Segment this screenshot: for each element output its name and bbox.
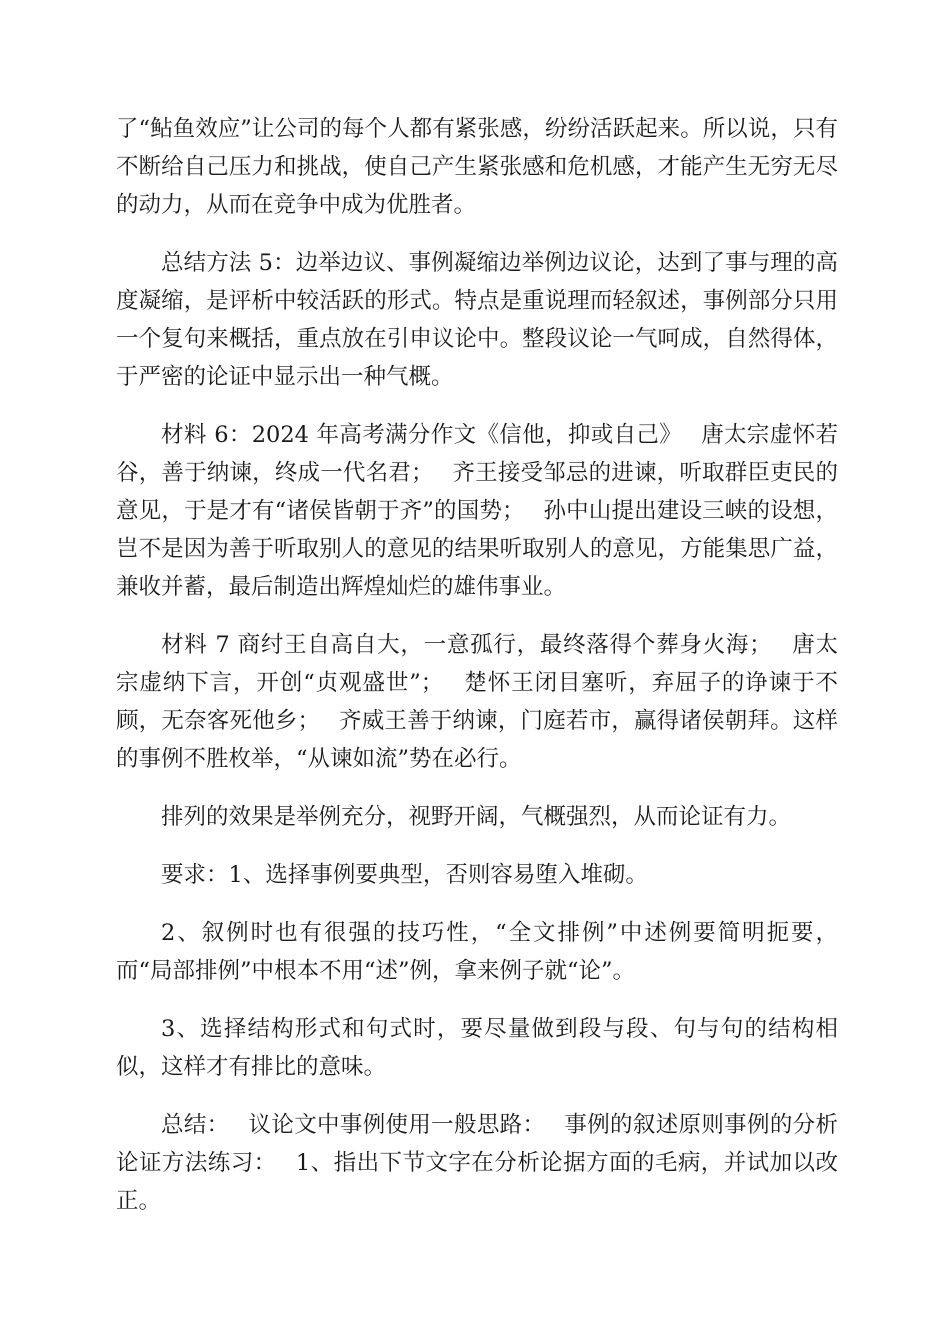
paragraph-catfish-effect: 了“鲇鱼效应”让公司的每个人都有紧张感，纷纷活跃起来。所以说，只有不断给自己压力和挑战，使自己产生紧张感和危机感，才能产生无穷无尽的动力，从而在竞争中成为优胜者。: [116, 116, 838, 218]
paragraph-arrangement-effect: 排列的效果是举例充分，视野开阔，气概强烈，从而论证有力。: [161, 804, 792, 830]
paragraph-requirement-1: 要求：1、选择事例要典型，否则容易堕入堆砌。: [161, 862, 648, 888]
paragraph-requirement-3: 3、选择结构形式和句式时，要尽量做到段与段、句与句的结构相似，这样才有排比的意味。: [116, 1016, 838, 1080]
document-body: [116, 110, 838, 1240]
paragraph-summary-method-5: 总结方法 5：边举边议、事例凝缩边举例边议论，达到了事与理的高度凝缩，是评析中较活跃的形式。特点是重说理而轻叙述，事例部分只用一个复句来概括，重点放在引申议论中。整段议论一气呵成，自然得体，于严密的论证中显示出一种气概。: [116, 250, 838, 390]
paragraph-material-7: 材料 7 商纣王自高自大，一意孤行，最终落得个葬身火海； 唐太宗虚纳下言，开创“贞观盛世”； 楚怀王闭目塞听，弃屈子的诤谏于不顾，无奈客死他乡； 齐威王善于纳谏，门庭若市，赢得诸侯朝拜。这样的事例不胜枚举，“从谏如流”势在必行。: [116, 632, 838, 772]
paragraph-material-6: 材料 6：2024 年高考满分作文《信他，抑或自己》 唐太宗虚怀若谷，善于纳谏，终成一代名君； 齐王接受邹忌的进谏，听取群臣吏民的意见，于是才有“诸侯皆朝于齐”的国势； 孙中山提出建设三峡的设想，岂不是因为善于听取别人的意见的结果听取别人的意见，方能集思广益，兼收并蓄，最后制造出辉煌灿烂的雄伟事业。: [116, 422, 838, 600]
paragraph-summary-exercise: 总结： 议论文中事例使用一般思路： 事例的叙述原则事例的分析论证方法练习： 1、指出下节文字在分析论据方面的毛病，并试加以改正。: [116, 1112, 838, 1214]
paragraph-requirement-2: 2、叙例时也有很强的技巧性，“全文排例”中述例要简明扼要，而“局部排例”中根本不用“述”例，拿来例子就“论”。: [116, 920, 838, 984]
